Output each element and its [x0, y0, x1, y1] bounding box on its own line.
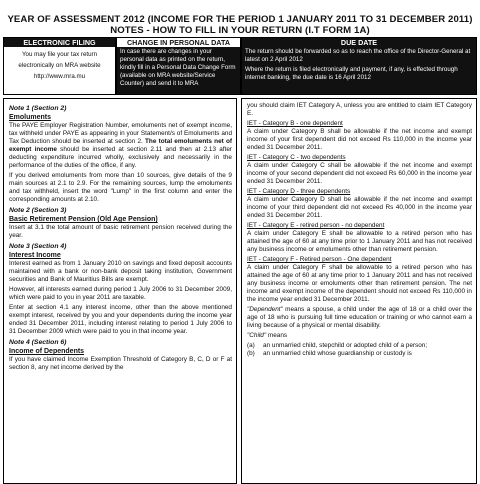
- iet-category-e-title: IET - Category E - retired person - no dependent: [247, 222, 385, 229]
- note3-heading: Interest Income: [9, 252, 61, 259]
- note3-label: Note 3 (Section 4): [9, 243, 67, 250]
- child-term: "Child": [247, 332, 267, 339]
- header-subtitle: NOTES - HOW TO FILL IN YOUR RETURN (I.T FORM 1A): [110, 25, 370, 36]
- iet-category-b-title: IET - Category B - one dependent: [247, 120, 343, 127]
- note3-para3: Enter at section 4.1 any interest income, other than the above mentioned exempt interest, received by you and your dependents during the income year ended 31 December 2011, including interest relating to period 1 July 2006 to 31 December 2009 which were paid to you in that income year.: [9, 304, 232, 335]
- due-date-text1: The return should be forwarded so as to reach the office of the Director-General at latest on 2 April 2012: [245, 48, 471, 63]
- info-boxes: [3, 37, 477, 95]
- child-text: means: [266, 332, 288, 339]
- note1-text-bold: The total emoluments net of exempt income: [9, 138, 232, 153]
- iet-category-b-text: A claim under Category B shall be allowable if the net income and exempt income of your first dependent did not exceed Rs 110,000 in the income year ended 31 December 2011.: [247, 128, 472, 151]
- list-item: [247, 342, 472, 350]
- note2-label: Note 2 (Section 3): [9, 207, 67, 214]
- due-date-body: [242, 47, 476, 83]
- dependent-text: means a spouse, a child under the age of 18 or a child over the age of 18 who is pursuing full time education or training or who cannot earn a living because of a physical or mental disability.: [247, 306, 472, 329]
- due-date-title: DUE DATE: [242, 38, 476, 47]
- efiling-url[interactable]: http://www.mra.mu: [33, 73, 86, 80]
- due-date-box: [241, 37, 477, 95]
- list-item-marker: (b): [247, 350, 255, 357]
- iet-category-e-text: A claim under Category E shall be allowable to a retired person who has attained the age of 60 at any time prior to 1 January 2011 and has not received any business income or emoluments other than retirement pension.: [247, 230, 472, 253]
- change-data-text: In case there are changes in your personal data as printed on the return, kindly fill in a Personal Data Change Form (available on MRA website/Service Counter) and send it to MRA: [120, 48, 236, 87]
- list-item-text: an unmarried child whose guardianship or custody is: [263, 350, 412, 357]
- note1-text-c: should be inserted at section 2.11 and then at 2.13 after deducting expenditure incurred wholly, exclusively and necessarily in the performance of the duties of the office, if any.: [9, 146, 232, 169]
- left-column: [3, 98, 237, 484]
- iet-category-c-title: IET - Category C - two dependents: [247, 154, 346, 161]
- due-date-text2: Where the return is filed electronically and payment, if any, is effected through internet banking, the due date is 16 April 2012: [245, 66, 458, 81]
- change-data-title: CHANGE IN PERSONAL DATA: [117, 38, 240, 47]
- page-header: [0, 14, 480, 36]
- iet-category-c-text: A claim under Category C shall be allowable if the net income and exempt income of your second dependent did not exceed Rs 60,000 in the income year ended 31 December 2011.: [247, 162, 472, 185]
- iet-category-d-title: IET - Category D - three dependents: [247, 188, 351, 195]
- list-item-text: an unmarried child, stepchild or adopted child of a person;: [263, 342, 428, 349]
- list-item: [247, 350, 472, 358]
- child-definition: [247, 332, 472, 340]
- note2-heading: Basic Retirement Pension (Old Age Pension): [9, 216, 158, 223]
- efiling-line1: You may file your tax return: [21, 51, 98, 58]
- iet-category-d-text: A claim under Category D shall be allowable if the net income and exempt income of your third dependent did not exceed Rs 40,000 in the income year ended 31 December 2011.: [247, 196, 472, 219]
- efiling-line2: electronically on MRA website: [18, 62, 101, 69]
- note2-para: Insert at 3.1 the total amount of basic retirement pension received during the year.: [9, 224, 232, 239]
- note1-heading: Emoluments: [9, 114, 52, 121]
- note4-heading: Income of Dependents: [9, 348, 85, 355]
- note1-text-a: The PAYE Employer Registration Number, emoluments net of exempt income, tax withheld under PAYE as appearing in your Statement/s of Emoluments and Tax Deduction should be inserted at section 2.: [9, 122, 232, 145]
- list-item-marker: (a): [247, 342, 255, 349]
- iet-category-f-text: A claim under Category F shall be allowable to a retired person who has attained the age of 60 at any time prior to 1 January 2011 and has not received any business income or emoluments other than retirement pension. The net income and exempt income of the dependent should not exceed Rs 110,000 in the income year ended 31 December 2011.: [247, 264, 472, 303]
- dependent-definition: [247, 306, 472, 330]
- efiling-text: [4, 47, 115, 82]
- note1-para1: [9, 122, 232, 170]
- dependent-term: "Dependent": [247, 306, 283, 313]
- note4-para: If you have claimed Income Exemption Threshold of Category B, C, D or F at section 8, any net income derived by the: [9, 356, 232, 371]
- note4-label: Note 4 (Section 6): [9, 339, 67, 346]
- change-data-box: [116, 37, 241, 95]
- header-title: YEAR OF ASSESSMENT 2012 (INCOME FOR THE PERIOD 1 JANUARY 2011 TO 31 DECEMBER 2011): [7, 14, 473, 25]
- note3-para1: Interest earned as from 1 January 2010 on savings and fixed deposit accounts maintained with a bank or non-bank deposit taking institution, Government securities and Bank of Mauritius Bills are exempt.: [9, 260, 232, 283]
- iet-intro: you should claim IET Category A, unless you are entitled to claim IET Category E.: [247, 102, 472, 117]
- note1-para2: If you derived emoluments from more than 10 sources, give details of the 9 main sources at 2.1 to 2.9. For the remaining sources, lump the emoluments and tax withheld, insert the word "Lump" in the first column and enter the corresponding amounts at 2.10.: [9, 172, 232, 203]
- iet-category-f-title: IET - Category F - Retired person - One dependent: [247, 256, 392, 263]
- note1-label: Note 1 (Section 2): [9, 105, 67, 112]
- efiling-title: ELECTRONIC FILING: [4, 38, 115, 47]
- right-column: [241, 98, 477, 484]
- note3-para2: However, all interests earned during period 1 July 2006 to 31 December 2009, which were paid to you in year 2011 are taxable.: [9, 286, 232, 301]
- efiling-box: [3, 37, 116, 95]
